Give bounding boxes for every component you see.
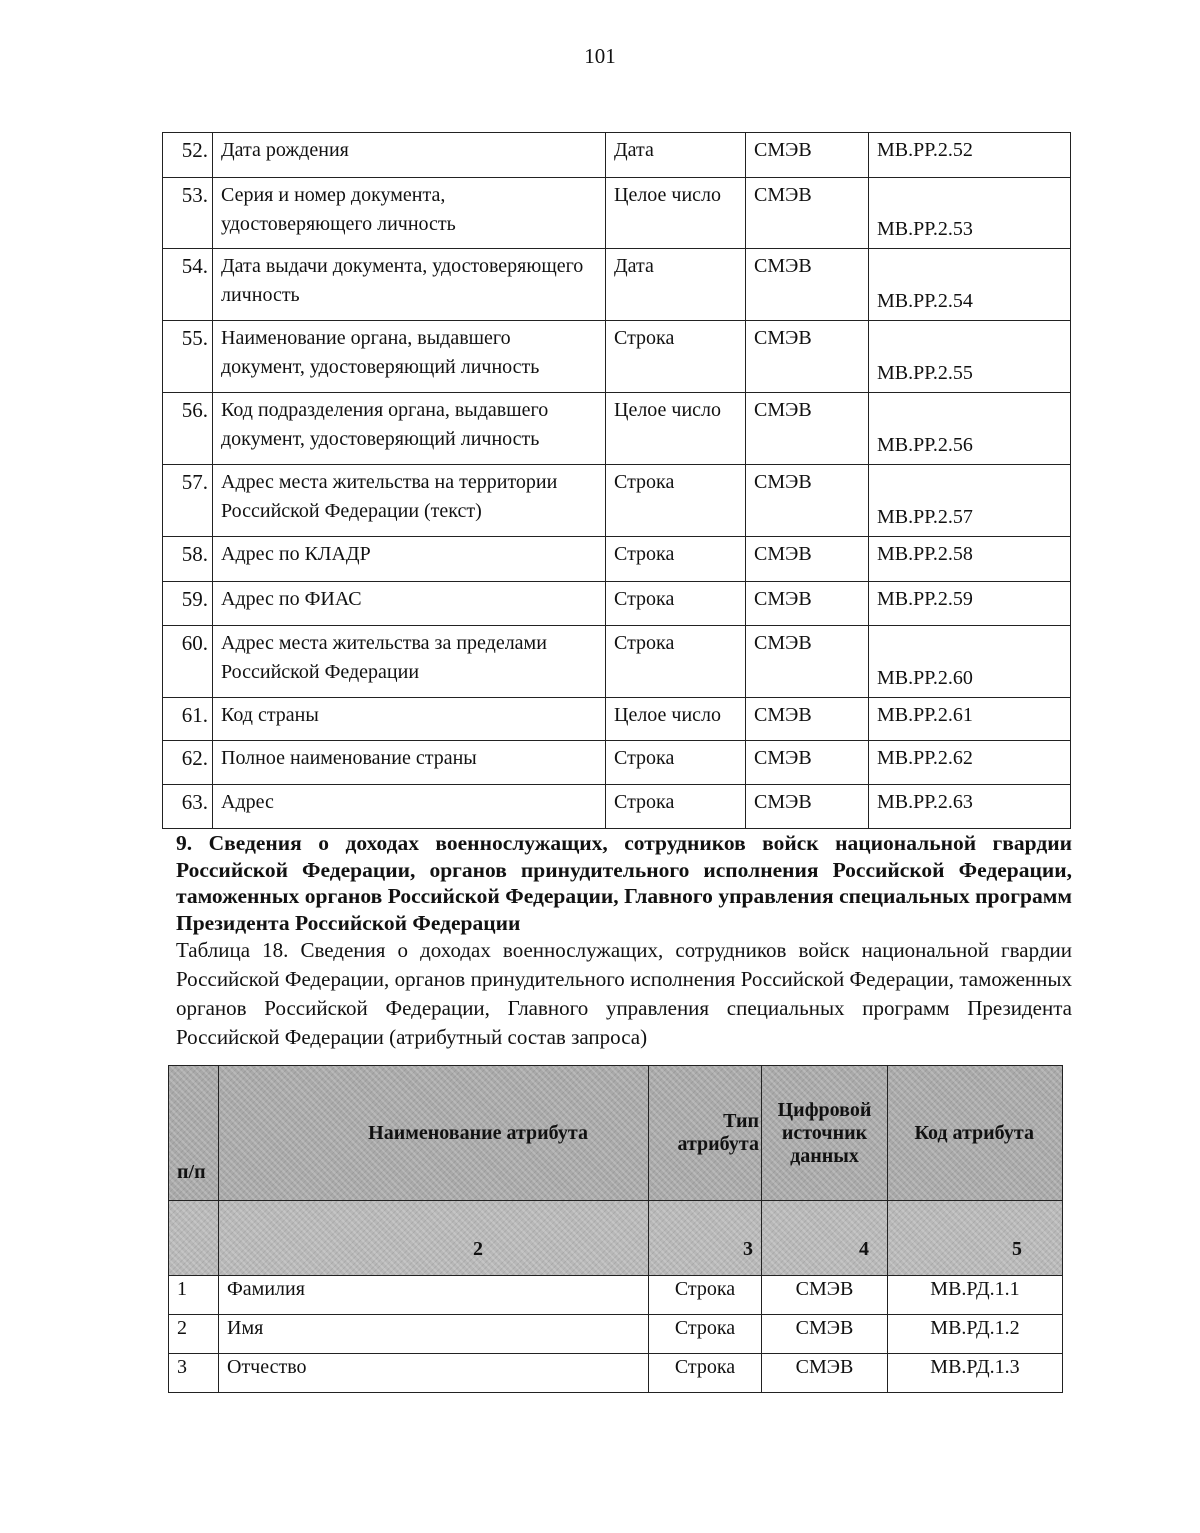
column-number: 2 xyxy=(219,1201,649,1276)
attribute-code: МВ.РР.2.61 xyxy=(869,698,1071,741)
table-row xyxy=(169,1276,1063,1315)
data-source: СМЭВ xyxy=(746,582,869,626)
attribute-name: Дата рождения xyxy=(213,133,606,178)
page-number: 101 xyxy=(584,44,616,68)
row-number: 2 xyxy=(169,1315,219,1354)
row-number: 55. xyxy=(163,321,213,393)
row-number: 58. xyxy=(163,537,213,582)
attribute-code: МВ.РР.2.57 xyxy=(869,465,1071,537)
attribute-name: Наименование органа, выдавшего документ, удостоверяющий личность xyxy=(213,321,606,393)
row-number: 61. xyxy=(163,698,213,741)
row-number: 1 xyxy=(169,1276,219,1315)
attribute-type: Строка xyxy=(606,465,746,537)
attribute-name: Адрес по ФИАС xyxy=(213,582,606,626)
attribute-name: Полное наименование страны xyxy=(213,741,606,785)
row-number: 63. xyxy=(163,785,213,829)
data-source: СМЭВ xyxy=(746,178,869,249)
column-number: 4 xyxy=(762,1201,888,1276)
attribute-name: Адрес по КЛАДР xyxy=(213,537,606,582)
attribute-type: Целое число xyxy=(606,393,746,465)
attribute-code: МВ.РР.2.58 xyxy=(869,537,1071,582)
attribute-code: МВ.РР.2.55 xyxy=(869,321,1071,393)
data-source: СМЭВ xyxy=(746,537,869,582)
table-row xyxy=(163,321,1071,393)
attribute-code: МВ.РР.2.52 xyxy=(869,133,1071,178)
attributes-table-continued xyxy=(162,132,1071,829)
attribute-type: Дата xyxy=(606,133,746,178)
data-source: СМЭВ xyxy=(746,741,869,785)
data-source: СМЭВ xyxy=(762,1276,888,1315)
table-row xyxy=(163,178,1071,249)
attribute-code: МВ.РР.2.60 xyxy=(869,626,1071,698)
attribute-name: Серия и номер документа, удостоверяющего личность xyxy=(213,178,606,249)
table-row xyxy=(163,741,1071,785)
data-source: СМЭВ xyxy=(746,465,869,537)
table-row xyxy=(163,465,1071,537)
column-number: 3 xyxy=(649,1201,762,1276)
attribute-name: Дата выдачи документа, удостоверяющего личность xyxy=(213,249,606,321)
row-number: 59. xyxy=(163,582,213,626)
row-number: 60. xyxy=(163,626,213,698)
income-request-table xyxy=(168,1065,1063,1393)
data-source: СМЭВ xyxy=(746,393,869,465)
data-source: СМЭВ xyxy=(746,321,869,393)
attribute-code: МВ.РД.1.1 xyxy=(888,1276,1063,1315)
table-row xyxy=(163,133,1071,178)
table-row xyxy=(163,537,1071,582)
column-number-row xyxy=(169,1201,1063,1276)
attribute-type: Строка xyxy=(606,537,746,582)
row-number: 62. xyxy=(163,741,213,785)
attribute-code: МВ.РР.2.54 xyxy=(869,249,1071,321)
attribute-type: Строка xyxy=(649,1276,762,1315)
row-number: 57. xyxy=(163,465,213,537)
attribute-code: МВ.РР.2.63 xyxy=(869,785,1071,829)
attribute-type: Строка xyxy=(649,1354,762,1393)
attribute-code: МВ.РР.2.53 xyxy=(869,178,1071,249)
table-row xyxy=(163,626,1071,698)
table-row xyxy=(163,785,1071,829)
data-source: СМЭВ xyxy=(746,133,869,178)
column-number xyxy=(169,1201,219,1276)
attribute-type: Строка xyxy=(606,626,746,698)
attribute-type: Строка xyxy=(606,321,746,393)
attribute-type: Строка xyxy=(606,741,746,785)
table-caption: Таблица 18. Сведения о доходах военнослужащих, сотрудников войск национальной гвардии Российской Федерации, органов принудительного исполнения Российской Федерации, таможенных органов Российской Федерации, Главного управления специальных программ Президента Российской Федерации (атрибутный состав запроса) xyxy=(176,938,1072,1049)
table-row xyxy=(163,582,1071,626)
data-source: СМЭВ xyxy=(746,785,869,829)
attribute-type: Строка xyxy=(606,582,746,626)
table-row xyxy=(163,249,1071,321)
attribute-name: Адрес места жительства за пределами Российской Федерации xyxy=(213,626,606,698)
data-source: СМЭВ xyxy=(762,1315,888,1354)
attribute-name: Имя xyxy=(219,1315,649,1354)
data-source: СМЭВ xyxy=(762,1354,888,1393)
row-number: 54. xyxy=(163,249,213,321)
section-heading: 9. Сведения о доходах военнослужащих, сотрудников войск национальной гвардии Российской Федерации, органов принудительного исполнения Российской Федерации, таможенных органов Российской Федерации, Главного управления специальных программ Президента Российской Федерации xyxy=(176,831,1072,935)
attribute-code: МВ.РД.1.2 xyxy=(888,1315,1063,1354)
table-row xyxy=(163,698,1071,741)
table-row xyxy=(169,1354,1063,1393)
attribute-type: Целое число xyxy=(606,178,746,249)
data-source: СМЭВ xyxy=(746,626,869,698)
attribute-name: Код страны xyxy=(213,698,606,741)
attribute-name: Фамилия xyxy=(219,1276,649,1315)
attribute-type: Дата xyxy=(606,249,746,321)
header-num: п/п xyxy=(169,1066,219,1201)
attribute-code: МВ.РР.2.62 xyxy=(869,741,1071,785)
attribute-type: Строка xyxy=(606,785,746,829)
row-number: 52. xyxy=(163,133,213,178)
attribute-code: МВ.РД.1.3 xyxy=(888,1354,1063,1393)
row-number: 3 xyxy=(169,1354,219,1393)
header-code: Код атрибута xyxy=(888,1066,1063,1201)
data-source: СМЭВ xyxy=(746,249,869,321)
attribute-code: МВ.РР.2.56 xyxy=(869,393,1071,465)
table-header-row xyxy=(169,1066,1063,1201)
attribute-type: Строка xyxy=(649,1315,762,1354)
attribute-name: Адрес места жительства на территории Российской Федерации (текст) xyxy=(213,465,606,537)
row-number: 53. xyxy=(163,178,213,249)
data-source: СМЭВ xyxy=(746,698,869,741)
column-number: 5 xyxy=(888,1201,1063,1276)
header-source: Цифровой источник данных xyxy=(762,1066,888,1201)
table-row xyxy=(169,1315,1063,1354)
attribute-name: Адрес xyxy=(213,785,606,829)
header-name: Наименование атрибута xyxy=(219,1066,649,1201)
header-type: Тип атрибута xyxy=(649,1066,762,1201)
attribute-name: Код подразделения органа, выдавшего документ, удостоверяющий личность xyxy=(213,393,606,465)
row-number: 56. xyxy=(163,393,213,465)
table-row xyxy=(163,393,1071,465)
attribute-type: Целое число xyxy=(606,698,746,741)
attribute-code: МВ.РР.2.59 xyxy=(869,582,1071,626)
attribute-name: Отчество xyxy=(219,1354,649,1393)
